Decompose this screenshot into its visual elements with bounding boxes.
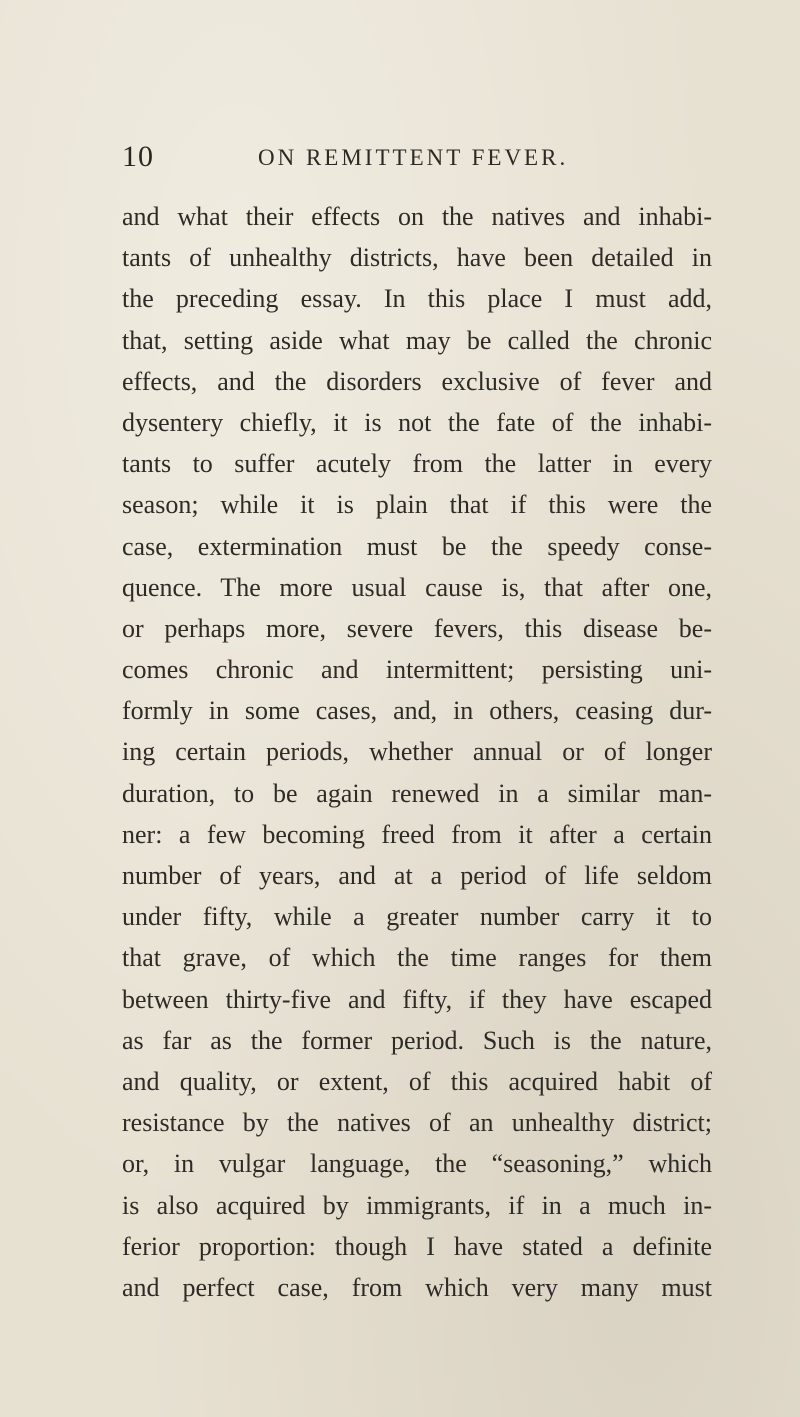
text-line: resistance by the natives of an unhealthy district; [122, 1108, 712, 1138]
text-line: dysentery chiefly, it is not the fate of the inhabi- [122, 407, 712, 437]
text-line: and what their effects on the natives and inhabi- [122, 202, 712, 231]
text-line: tants of unhealthy districts, have been detailed in [122, 243, 712, 273]
text-line: ferior proportion: though I have stated a definite [122, 1231, 712, 1261]
text-line: is also acquired by immigrants, if in a much in- [122, 1190, 712, 1220]
text-line: quence. The more usual cause is, that after one, [122, 572, 712, 602]
text-line: number of years, and at a period of life seldom [122, 861, 712, 890]
text-line: or perhaps more, severe fevers, this disease be- [122, 613, 712, 643]
text-line: between thirty-five and fifty, if they have escaped [122, 984, 712, 1014]
text-line: as far as the former period. Such is the nature, [122, 1025, 712, 1055]
text-line: comes chronic and intermittent; persisting uni- [122, 655, 712, 685]
running-head [122, 140, 682, 180]
text-line: that grave, of which the time ranges for them [122, 943, 712, 973]
text-line: the preceding essay. In this place I must add, [122, 284, 712, 314]
text-line: ner: a few becoming freed from it after a certain [122, 819, 712, 849]
text-line: duration, to be again renewed in a similar man- [122, 778, 712, 808]
text-line: and quality, or extent, of this acquired habit of [122, 1066, 712, 1096]
text-line: and perfect case, from which very many must [122, 1272, 712, 1302]
text-line: formly in some cases, and, in others, ceasing dur- [122, 696, 712, 726]
text-line: effects, and the disorders exclusive of fever and [122, 366, 712, 396]
body-text [122, 196, 712, 1308]
running-title: ON REMITTENT FEVER. [258, 145, 569, 170]
text-line: or, in vulgar language, the “seasoning,” which [122, 1149, 712, 1179]
page-number: 10 [122, 140, 154, 173]
text-line: season; while it is plain that if this were the [122, 490, 712, 520]
text-line: ing certain periods, whether annual or of longer [122, 737, 712, 767]
text-line: tants to suffer acutely from the latter in every [122, 449, 712, 479]
text-line: under fifty, while a greater number carry it to [122, 902, 712, 932]
text-line: case, extermination must be the speedy conse- [122, 531, 712, 561]
text-line: that, setting aside what may be called the chronic [122, 325, 712, 355]
